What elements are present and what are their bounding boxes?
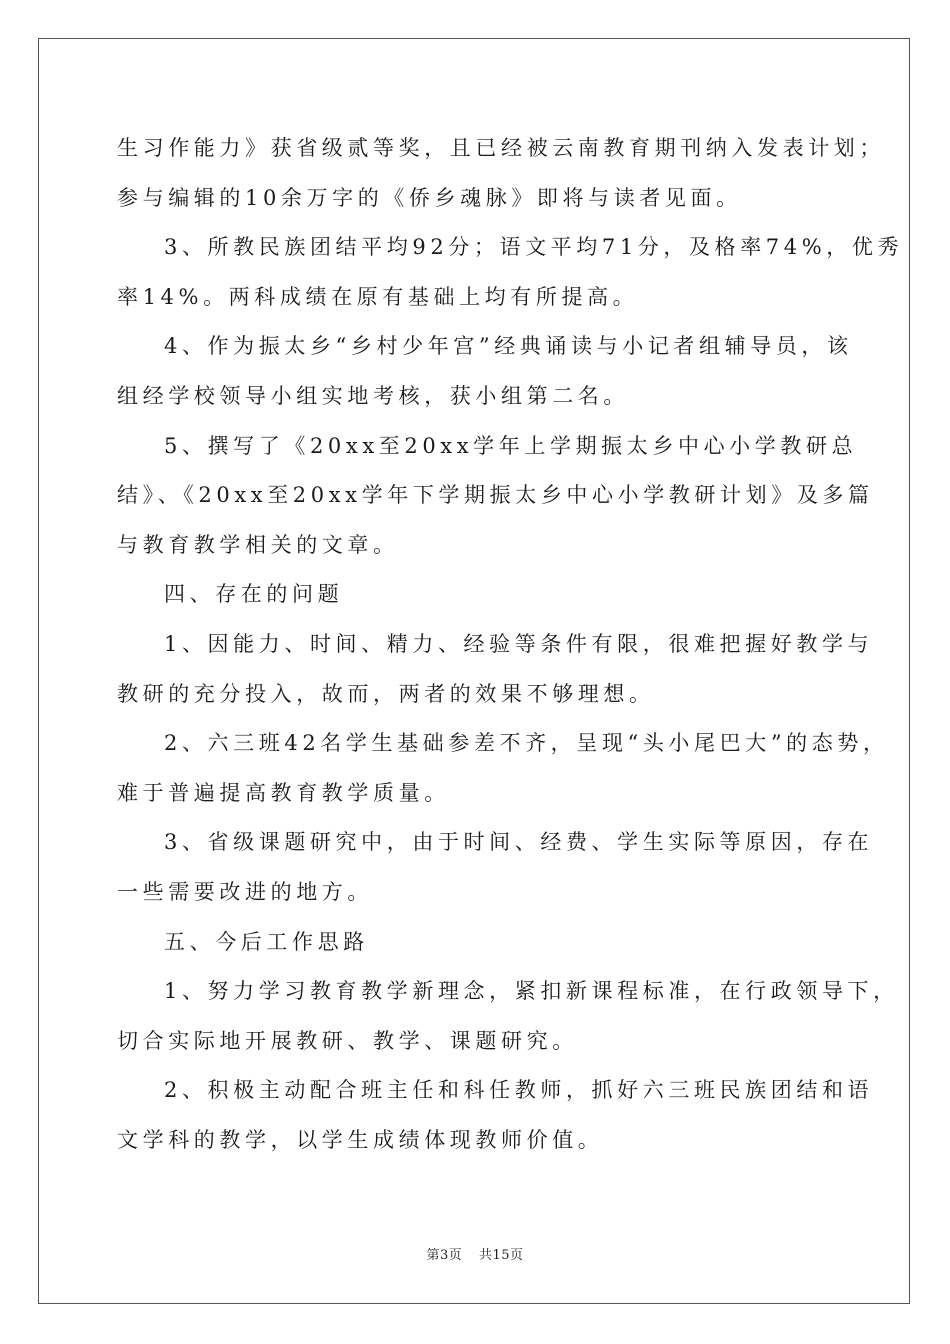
text-line: 3、省级课题研究中，由于时间、经费、学生实际等原因，存在 [164,830,874,855]
text-line: 结》、《20xx至20xx学年下学期振太乡中心小学教研计划》及多篇 [117,483,874,508]
text-line: 教研的充分投入，故而，两者的效果不够理想。 [117,681,655,706]
text-line: 率14%。两科成绩在原有基础上均有所提高。 [117,284,639,309]
text-line: 2、六三班42名学生基础参差不齐，呈现“头小尾巴大”的态势， [164,731,889,756]
text-line: 参与编辑的10余万字的《侨乡魂脉》即将与读者见面。 [117,185,742,210]
text-line: 切合实际地开展教研、教学、课题研究。 [117,1028,578,1053]
page-total: 共15页 [478,1248,524,1263]
text-line: 生习作能力》获省级贰等奖，且已经被云南教育期刊纳入发表计划； [117,136,885,160]
document-body [117,124,904,1165]
section-heading: 四、存在的问题 [164,582,344,607]
section-heading: 五、今后工作思路 [164,929,369,954]
page-footer [0,1244,950,1263]
text-line: 5、撰写了《20xx至20xx学年上学期振太乡中心小学教研总 [164,433,858,458]
text-line: 1、努力学习教育教学新理念，紧扣新课程标准，在行政领导下， [164,979,899,1004]
text-line: 1、因能力、时间、精力、经验等条件有限，很难把握好教学与 [164,631,874,656]
text-line: 一些需要改进的地方。 [117,879,373,904]
text-line: 4、作为振太乡“乡村少年宫”经典诵读与小记者组辅导员，该 [164,334,853,359]
text-line: 3、所教民族团结平均92分；语文平均71分，及格率74%，优秀 [164,235,904,260]
text-line: 与教育教学相关的文章。 [117,532,399,557]
text-line: 难于普遍提高教育教学质量。 [117,780,450,805]
text-line: 文学科的教学，以学生成绩体现教师价值。 [117,1127,604,1152]
page-number: 第3页 [426,1248,463,1263]
text-line: 组经学校领导小组实地考核，获小组第二名。 [117,383,629,408]
text-line: 2、积极主动配合班主任和科任教师，抓好六三班民族团结和语 [164,1078,874,1103]
